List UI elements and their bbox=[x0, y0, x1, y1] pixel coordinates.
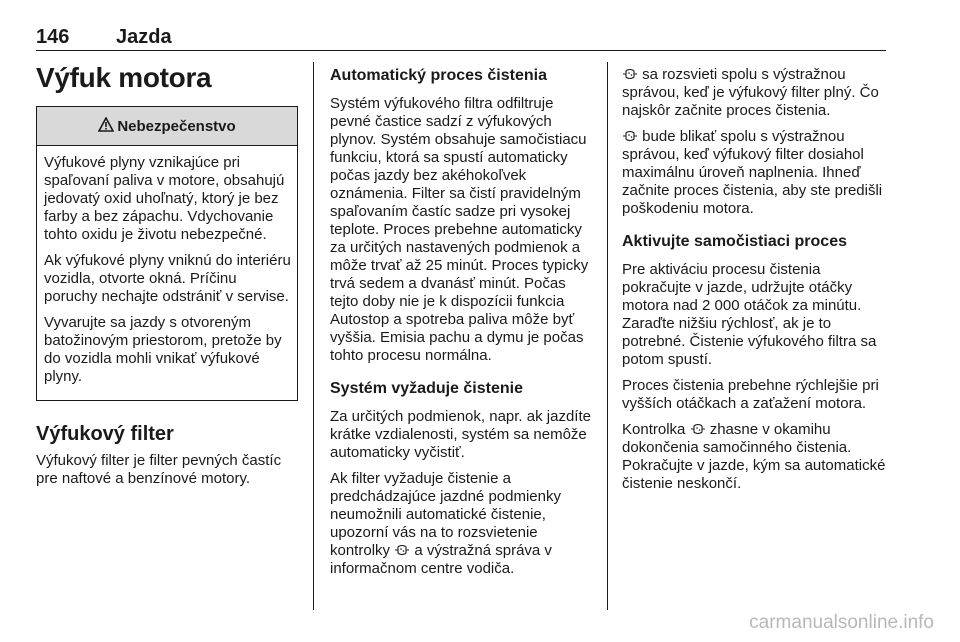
auto-cleaning-heading: Automatický proces čistenia bbox=[330, 67, 547, 84]
filter-text: Výfukový filter je filter pevných častíc pre naftové a benzínové motory. bbox=[36, 452, 282, 487]
danger-paragraph: Ak výfukové plyny vniknú do interiéru vozidla, otvorte okná. Príčinu poruchy nechajte odstrániť v servise. bbox=[44, 252, 291, 305]
section-name: Jazda bbox=[116, 26, 172, 48]
cleaning-warning-text: Ak filter vyžaduje čistenie a predchádzajúce jazdné podmienky neumožnili automatické čistenie, upozorní vás na to rozsvietenie kontrolky a výstražná správa v informačnom centre vodiča. bbox=[330, 470, 561, 577]
column-divider bbox=[607, 62, 608, 610]
column-1 bbox=[36, 62, 298, 496]
exhaust-filter-icon bbox=[690, 422, 706, 434]
danger-heading bbox=[37, 107, 297, 146]
column-3 bbox=[622, 66, 892, 501]
filter-blinking-text: bude blikať spolu s výstražnou správou, keď výfukový filter dosiahol maximálnu úroveň naplnenia. Ihneď začnite proces čistenia, aby ste predišli poškodeniu motora. bbox=[622, 128, 883, 217]
faster-cleaning-text: Proces čistenia prebehne rýchlejšie pri vyšších otáčkach a zaťažení motora. bbox=[622, 377, 879, 412]
watermark: carmanualsonline.info bbox=[749, 612, 934, 633]
indicator-off-text: Kontrolka zhasne v okamihu dokončenia samočinného čistenia. Pokračujte v jazde, kým sa automatické čistenie neskončí. bbox=[622, 421, 886, 492]
danger-box bbox=[36, 106, 298, 401]
danger-heading-text: Nebezpečenstvo bbox=[117, 117, 236, 135]
danger-paragraph: Výfukové plyny vznikajúce pri spaľovaní paliva v motore, obsahujú jedovatý oxid uhoľnatý, ktorý je bez farby a bez zápachu. Vdychovanie tohto oxidu je životu nebezpečné. bbox=[44, 154, 285, 243]
warning-triangle-icon bbox=[98, 117, 114, 136]
exhaust-filter-icon bbox=[622, 67, 638, 79]
page-title: Výfuk motora bbox=[36, 62, 212, 93]
cleaning-required-text: Za určitých podmienok, napr. ak jazdíte krátke vzdialenosti, systém sa nemôže automaticky vyčistiť. bbox=[330, 408, 591, 461]
danger-paragraph: Vyvarujte sa jazdy s otvoreným batožinovým priestorom, pretože by do vozidla mohli vnikať výfukové plyny. bbox=[44, 314, 282, 385]
exhaust-filter-icon bbox=[622, 129, 638, 141]
column-divider bbox=[313, 62, 314, 610]
activate-cleaning-text: Pre aktiváciu procesu čistenia pokračujte v jazde, udržujte otáčky motora nad 2 000 otáčok za minútu. Zaraďte nižšiu rýchlosť, ak je to potrebné. Čistenie výfukového filtra sa potom spustí. bbox=[622, 261, 877, 368]
activate-cleaning-heading: Aktivujte samočistiaci proces bbox=[622, 233, 847, 250]
page-number: 146 bbox=[36, 26, 70, 48]
filter-heading: Výfukový filter bbox=[36, 423, 174, 445]
page-header bbox=[36, 24, 886, 51]
exhaust-filter-icon bbox=[394, 543, 410, 555]
auto-cleaning-text: Systém výfukového filtra odfiltruje pevné častice sadzí z výfukových plynov. Systém obsahuje samočistiacu funkciu, ktorá sa spustí automaticky počas jazdy bez akéhokoľvek oznámenia. Filter sa čistí pravidelným spaľovaním častíc sadze pri vysokej teplote. Proces prebehne automaticky za určitých nastavených podmienok a môže trvať až 25 minút. Proces typicky trvá sedem a dvanásť minút. Počas tejto doby nie je k dispozícii funkcia Autostop a spotreba paliva môže byť vyššia. Emisia pachu a dymu je počas tohto procesu normálna. bbox=[330, 95, 589, 364]
filter-full-text: sa rozsvieti spolu s výstražnou správou, keď je výfukový filter plný. Čo najskôr začnite proces čistenia. bbox=[622, 66, 879, 119]
cleaning-required-heading: Systém vyžaduje čistenie bbox=[330, 380, 523, 397]
column-2 bbox=[330, 66, 596, 586]
